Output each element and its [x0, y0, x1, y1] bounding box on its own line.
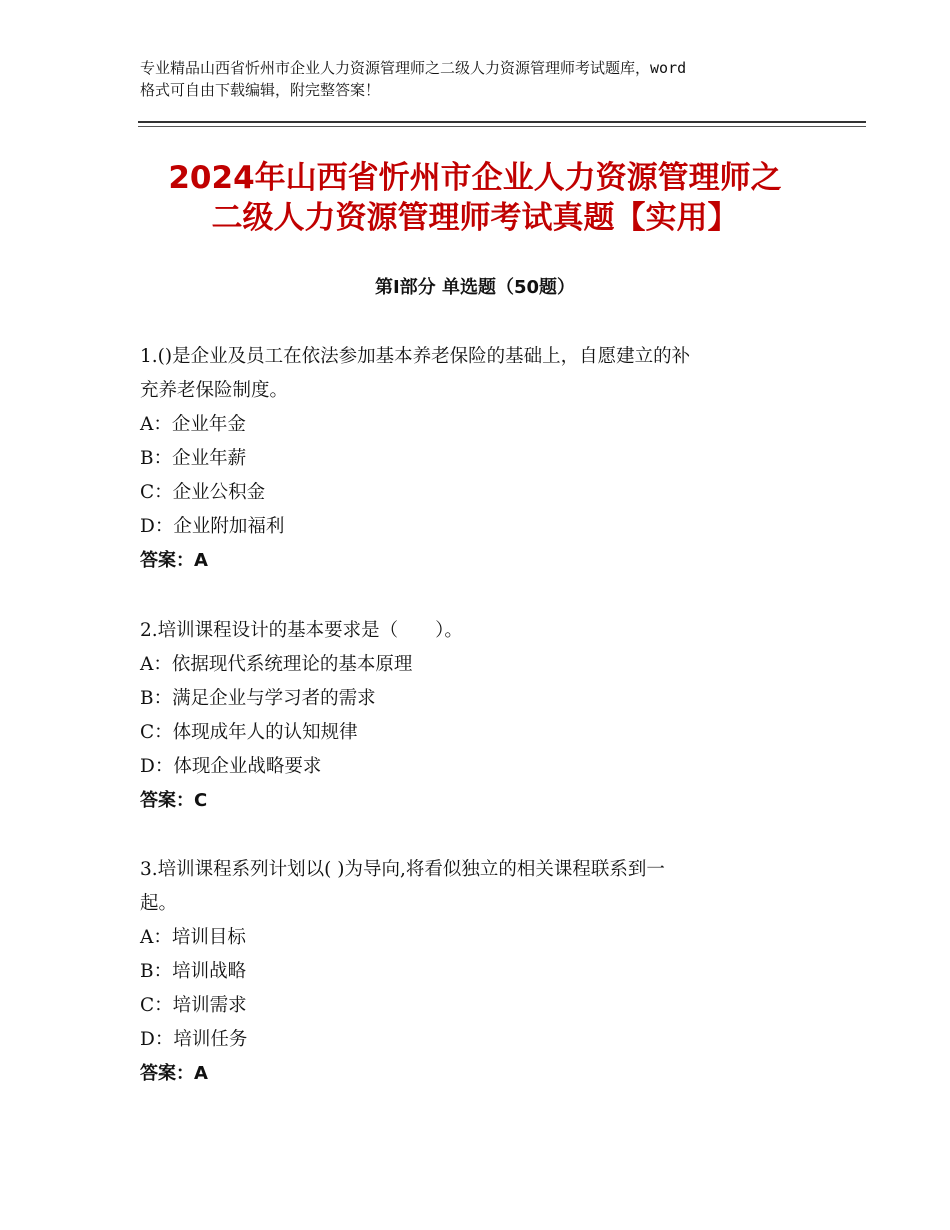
- header-note-line-2: 格式可自由下载编辑，附完整答案！: [140, 81, 381, 99]
- option-c: C：企业公积金: [140, 482, 266, 503]
- option-a: A：企业年金: [140, 414, 246, 435]
- answer: 答案：C: [140, 790, 208, 811]
- section-title: 第Ⅰ部分 单选题（50题）: [374, 277, 575, 298]
- option-d: D：培训任务: [140, 1029, 248, 1050]
- header-divider-thin: [138, 126, 866, 127]
- document-title: [100, 158, 850, 238]
- document-title-line-2: 二级人力资源管理师考试真题【实用】: [211, 200, 739, 236]
- option-b: B：培训战略: [140, 961, 247, 982]
- option-a: A：培训目标: [140, 927, 246, 948]
- document-title-line-1: 2024年山西省忻州市企业人力资源管理师之: [168, 160, 782, 196]
- question-3: [140, 853, 810, 1091]
- header-note-line-1: 专业精品山西省忻州市企业人力资源管理师之二级人力资源管理师考试题库，word: [140, 59, 687, 77]
- question-2: [140, 614, 810, 818]
- question-text: 1.()是企业及员工在依法参加基本养老保险的基础上，自愿建立的补: [140, 346, 691, 367]
- question-1: [140, 340, 810, 578]
- option-d: D：体现企业战略要求: [140, 756, 322, 777]
- header-note: [140, 57, 830, 101]
- question-text: 2.培训课程设计的基本要求是（ ）。: [140, 620, 463, 641]
- option-c: C：体现成年人的认知规律: [140, 722, 358, 743]
- option-c: C：培训需求: [140, 995, 247, 1016]
- option-b: B：企业年薪: [140, 448, 247, 469]
- answer: 答案：A: [140, 550, 208, 571]
- answer: 答案：A: [140, 1063, 208, 1084]
- option-d: D：企业附加福利: [140, 516, 285, 537]
- question-text-continued: 起。: [140, 893, 178, 914]
- question-text-continued: 充养老保险制度。: [140, 380, 289, 401]
- option-a: A：依据现代系统理论的基本原理: [140, 654, 413, 675]
- header-divider-thick: [138, 121, 866, 123]
- option-b: B：满足企业与学习者的需求: [140, 688, 376, 709]
- question-text: 3.培训课程系列计划以( )为导向,将看似独立的相关课程联系到一: [140, 859, 665, 880]
